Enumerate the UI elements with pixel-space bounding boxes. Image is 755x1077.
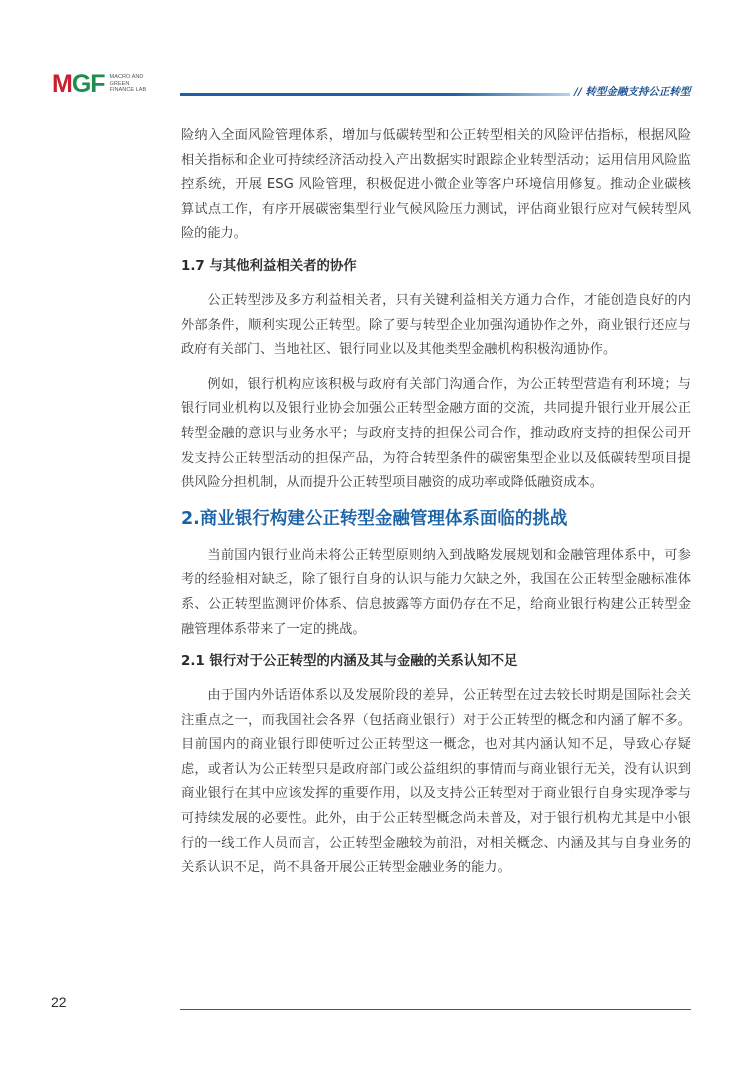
paragraph-intro: 险纳入全面风险管理体系，增加与低碳转型和公正转型相关的风险评估指标，根据风险相关指标和企业可持续经济活动投入产出数据实时跟踪企业转型活动；运用信用风险监控系统，开展 ESG 风险管理，积极促进小微企业等客户环境信用修复。推动企业碳核算试点工作，有序开展碳密集型行业气候风险压力测试，评估商业银行应对气候转型风险的能力。 (181, 128, 691, 242)
page-number: 22 (51, 994, 67, 1010)
section-heading-2-1: 2.1 银行对于公正转型的内涵及其与金融的关系认知不足 (181, 654, 518, 670)
logo-mark (52, 69, 105, 98)
paragraph-1-7-b: 例如，银行机构应该积极与政府有关部门沟通合作，为公正转型营造有利环境；与银行同业机构以及银行业协会加强公正转型金融方面的交流，共同提升银行业开展公正转型金融的意识与业务水平；与政府支持的担保公司合作，推动政府支持的担保公司开发支持公正转型活动的担保产品，为符合转型条件的碳密集型企业以及低碳转型项目提供风险分担机制，从而提升公正转型项目融资的成功率或降低融资成本。 (181, 376, 691, 491)
logo-subtitle (110, 74, 147, 94)
logo-mark-m: M (52, 69, 72, 98)
paragraph-2-1: 由于国内外话语体系以及发展阶段的差异，公正转型在过去较长时期是国际社会关注重点之一，而我国社会各界（包括商业银行）对于公正转型的概念和内涵了解不多。目前国内的商业银行即使听过公正转型这一概念，也对其内涵认知不足，导致心存疑虑，或者认为公正转型只是政府部门或公益组织的事情而与商业银行无关，没有认识到商业银行在其中应该发挥的重要作用，以及支持公正转型对于商业银行自身实现净零与可持续发展的必要性。此外，由于公正转型概念尚未普及，对于银行机构尤其是中小银行的一线工作人员而言，公正转型金融较为前沿，对相关概念、内涵及其与自身业务的关系认识不足，尚不具备开展公正转型金融业务的能力。 (181, 688, 691, 876)
paragraph-1-7-a: 公正转型涉及多方利益相关者，只有关键利益相关方通力合作，才能创造良好的内外部条件，顺利实现公正转型。除了要与转型企业加强沟通协作之外，商业银行还应与政府有关部门、当地社区、银行同业以及其他类型金融机构积极沟通协作。 (181, 292, 691, 358)
page-header (0, 0, 755, 110)
logo-sub-line-1: MACRO AND (109, 74, 144, 81)
logo-mark-gf: GF (71, 69, 105, 98)
header-rule (180, 93, 570, 96)
section-heading-2: 2.商业银行构建公正转型金融管理体系面临的挑战 (181, 508, 568, 529)
logo-sub-line-3: FINANCE LAB (109, 87, 147, 94)
paragraph-2: 当前国内银行业尚未将公正转型原则纳入到战略发展规划和金融管理体系中，可参考的经验相对缺乏，除了银行自身的认识与能力欠缺之外，我国在公正转型金融标准体系、公正转型监测评价体系、信息披露等方面仍存在不足，给商业银行构建公正转型金融管理体系带来了一定的挑战。 (181, 547, 691, 637)
running-header-title: // 转型金融支持公正转型 (574, 86, 691, 98)
logo-sub-line-2: GREEN (109, 80, 130, 87)
footer-rule (180, 1009, 691, 1010)
page-body (181, 124, 691, 891)
section-heading-1-7: 1.7 与其他利益相关者的协作 (181, 258, 357, 274)
mgf-logo (52, 70, 146, 98)
